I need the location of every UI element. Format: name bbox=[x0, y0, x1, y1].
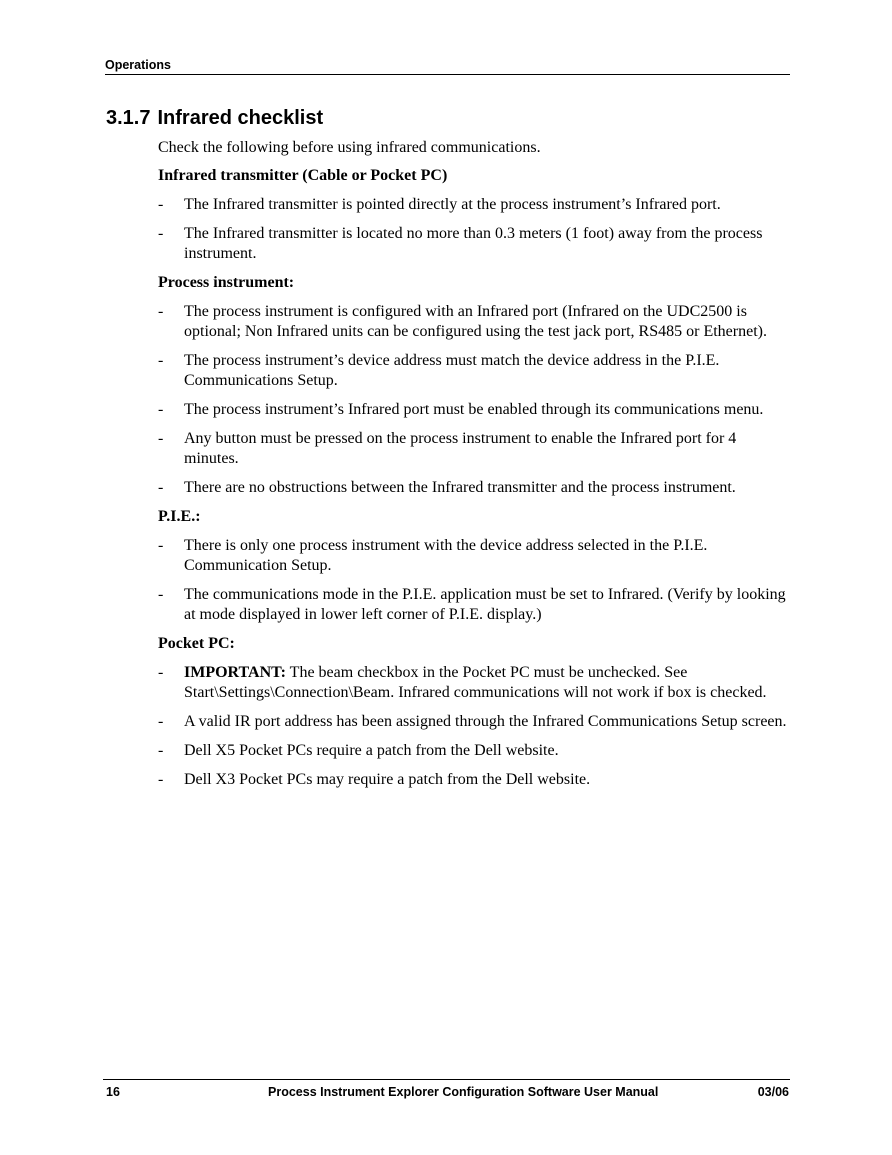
list-item-text: The process instrument’s device address must match the device address in the P.I.E. Communications Setup. bbox=[184, 352, 720, 389]
list-marker: - bbox=[158, 742, 164, 759]
list-item-text: There are no obstructions between the Infrared transmitter and the process instrument. bbox=[184, 479, 736, 496]
list-marker: - bbox=[158, 430, 164, 447]
checklist-group-pie bbox=[158, 507, 788, 625]
list-item-text: Dell X3 Pocket PCs may require a patch from the Dell website. bbox=[184, 771, 591, 788]
list-item bbox=[158, 712, 788, 732]
revision-date: 03/06 bbox=[757, 1085, 789, 1099]
list-marker: - bbox=[158, 401, 164, 418]
list-marker: - bbox=[158, 586, 164, 603]
running-header bbox=[105, 58, 790, 75]
manual-title: Process Instrument Explorer Configuration Software User Manual bbox=[268, 1085, 659, 1099]
list-item bbox=[158, 478, 788, 498]
checklist bbox=[158, 195, 788, 264]
page-footer bbox=[103, 1079, 790, 1099]
checklist bbox=[158, 536, 788, 625]
list-marker: - bbox=[158, 771, 164, 788]
group-heading: Pocket PC: bbox=[158, 635, 235, 652]
list-marker: - bbox=[158, 303, 164, 320]
list-item bbox=[158, 429, 788, 469]
list-marker: - bbox=[158, 713, 164, 730]
list-item-text: The process instrument’s Infrared port must be enabled through its communications menu. bbox=[184, 401, 764, 418]
list-marker: - bbox=[158, 225, 164, 242]
list-item-text: The process instrument is configured with an Infrared port (Infrared on the UDC2500 is optional; Non Infrared units can be configured using the test jack port, RS485 or Ethernet). bbox=[184, 303, 767, 340]
list-item-text: The communications mode in the P.I.E. application must be set to Infrared. (Verify by looking at mode displayed in lower left corner of P.I.E. display.) bbox=[184, 586, 786, 623]
list-marker: - bbox=[158, 479, 164, 496]
list-marker: - bbox=[158, 196, 164, 213]
list-item bbox=[158, 302, 788, 342]
list-item bbox=[158, 585, 788, 625]
list-item-text: Any button must be pressed on the process instrument to enable the Infrared port for 4 minutes. bbox=[184, 430, 737, 467]
list-item bbox=[158, 770, 788, 790]
section-title: Infrared checklist bbox=[157, 107, 324, 129]
list-item bbox=[158, 663, 788, 703]
list-marker: - bbox=[158, 537, 164, 554]
group-heading: Process instrument: bbox=[158, 274, 295, 291]
checklist-group-transmitter bbox=[158, 166, 788, 264]
list-item bbox=[158, 351, 788, 391]
list-item-text: The Infrared transmitter is located no more than 0.3 meters (1 foot) away from the process instrument. bbox=[184, 225, 763, 262]
group-heading: Infrared transmitter (Cable or Pocket PC) bbox=[158, 167, 448, 184]
list-item-text: A valid IR port address has been assigned through the Infrared Communications Setup screen. bbox=[184, 713, 787, 730]
list-marker: - bbox=[158, 352, 164, 369]
checklist bbox=[158, 302, 788, 498]
page-number: 16 bbox=[106, 1085, 120, 1099]
checklist bbox=[158, 663, 788, 790]
list-item-text: Dell X5 Pocket PCs require a patch from the Dell website. bbox=[184, 742, 559, 759]
important-label: IMPORTANT: bbox=[184, 664, 286, 681]
list-item-text: The beam checkbox in the Pocket PC must be unchecked. See Start\Settings\Connection\Beam. Infrared communications will not work if box is checked. bbox=[184, 664, 767, 701]
group-heading: P.I.E.: bbox=[158, 508, 201, 525]
header-section-label: Operations bbox=[105, 58, 171, 72]
list-item-text: The Infrared transmitter is pointed directly at the process instrument’s Infrared port. bbox=[184, 196, 721, 213]
intro-paragraph: Check the following before using infrared communications. bbox=[158, 139, 541, 156]
list-item bbox=[158, 195, 788, 215]
list-item bbox=[158, 536, 788, 576]
checklist-body bbox=[158, 138, 788, 799]
section-number: 3.1.7 bbox=[106, 107, 151, 129]
list-item bbox=[158, 400, 788, 420]
list-item bbox=[158, 224, 788, 264]
list-item-text: There is only one process instrument with the device address selected in the P.I.E. Communication Setup. bbox=[184, 537, 708, 574]
list-item bbox=[158, 741, 788, 761]
checklist-group-pocket-pc bbox=[158, 634, 788, 790]
section-heading bbox=[106, 106, 323, 130]
list-marker: - bbox=[158, 664, 164, 681]
checklist-group-process-instrument bbox=[158, 273, 788, 498]
